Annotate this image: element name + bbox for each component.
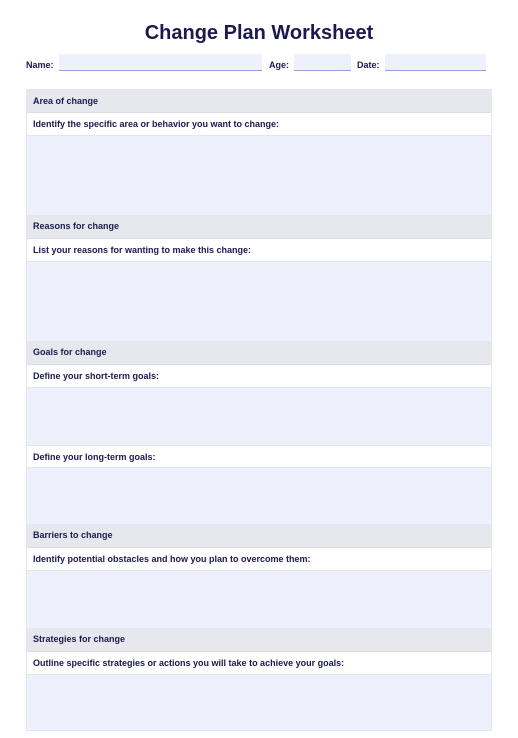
prompt-long-term-goals: Define your long-term goals: — [27, 445, 491, 468]
age-label: Age: — [269, 60, 289, 70]
prompt-strategies: Outline specific strategies or actions you will take to achieve your goals: — [27, 652, 491, 675]
name-label: Name: — [26, 60, 54, 70]
info-row — [0, 52, 518, 72]
prompt-area: Identify the specific area or behavior you want to change: — [27, 113, 491, 136]
section-heading-goals: Goals for change — [27, 341, 491, 365]
page-title: Change Plan Worksheet — [144, 22, 374, 44]
answer-short-term-goals-field[interactable] — [27, 388, 491, 445]
prompt-reasons: List your reasons for wanting to make this change: — [27, 239, 491, 262]
answer-barriers-field[interactable] — [27, 571, 491, 628]
answer-long-term-goals-field[interactable] — [27, 468, 491, 524]
section-heading-strategies: Strategies for change — [27, 628, 491, 652]
worksheet-table — [26, 89, 492, 731]
answer-reasons-field[interactable] — [27, 262, 491, 341]
answer-strategies-field[interactable] — [27, 675, 491, 730]
date-field[interactable] — [385, 54, 486, 71]
section-heading-barriers: Barriers to change — [27, 524, 491, 548]
section-heading-reasons: Reasons for change — [27, 215, 491, 239]
name-field[interactable] — [59, 54, 262, 71]
prompt-short-term-goals: Define your short-term goals: — [27, 365, 491, 388]
section-heading-area: Area of change — [27, 90, 491, 113]
prompt-barriers: Identify potential obstacles and how you plan to overcome them: — [27, 548, 491, 571]
answer-area-field[interactable] — [27, 136, 491, 215]
date-label: Date: — [357, 60, 380, 70]
age-field[interactable] — [294, 54, 351, 71]
